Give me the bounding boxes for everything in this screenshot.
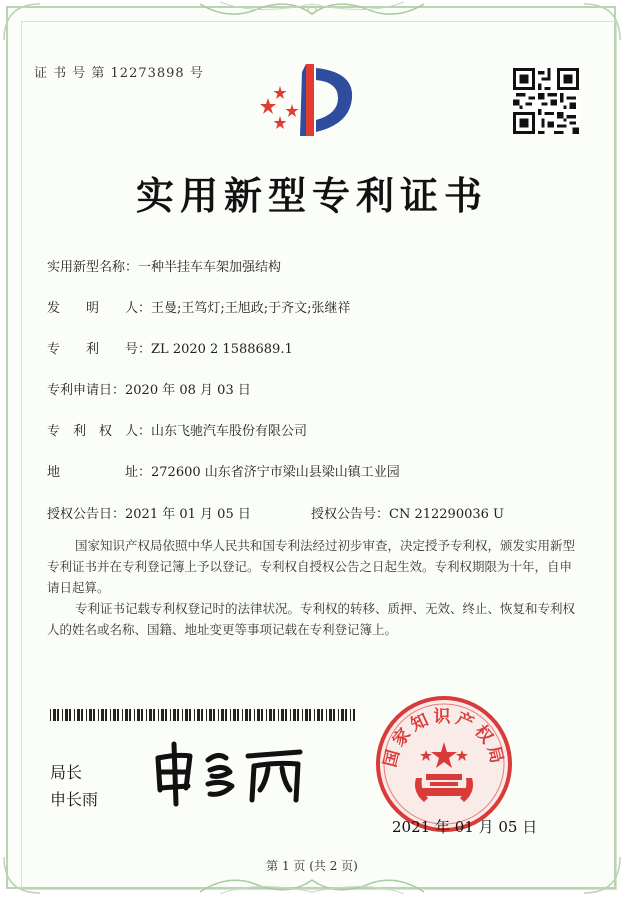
inventor-value: 王曼;王笃灯;王旭政;于齐文;张继祥: [151, 301, 351, 316]
grant-number-row: [311, 503, 504, 522]
inventor-row: [47, 297, 351, 316]
certificate-paragraph-1: 国家知识产权局依照中华人民共和国专利法经过初步审查，决定授予专利权，颁发实用新型专利证书并在专利登记簿上予以登记。专利权自授权公告之日起生效。专利权期限为十年，自申请日起算。: [47, 538, 576, 595]
patent-office-logo-icon: [258, 58, 364, 142]
top-ornament: [200, 0, 424, 26]
filing-date-label: 专利申请日：: [47, 383, 126, 398]
utility-model-name-value: 一种半挂车车架加强结构: [138, 260, 282, 275]
seal-date: 2021 年 01 月 05 日: [392, 818, 538, 836]
address-value: 272600 山东省济宁市梁山县梁山镇工业园: [151, 465, 400, 480]
certificate-paragraph-2: 专利证书记载专利权登记时的法律状况。专利权的转移、质押、无效、终止、恢复和专利权人的姓名或名称、国籍、地址变更等事项记载在专利登记簿上。: [47, 601, 576, 637]
patent-number-row: [47, 338, 293, 357]
utility-model-name-row: [47, 256, 281, 275]
address-row: [47, 461, 400, 480]
certificate-title: 实用新型专利证书: [135, 173, 488, 218]
grant-number-value: CN 212290036 U: [389, 507, 504, 522]
barcode-icon: [50, 709, 355, 721]
corner-ornament-top-left: [0, 0, 60, 60]
patentee-row: [47, 420, 307, 439]
handwritten-signature-icon: [150, 738, 320, 808]
signatory-title: 局长: [50, 763, 83, 782]
corner-ornament-top-right: [564, 0, 624, 60]
grant-date-value: 2021 年 01 月 05 日: [125, 507, 251, 522]
grant-date-row: [47, 503, 251, 522]
filing-date-row: [47, 379, 251, 398]
page-number: 第 1 页 (共 2 页): [266, 859, 358, 873]
signatory-name: 申长雨: [50, 790, 99, 809]
utility-model-name-label: 实用新型名称：: [47, 260, 139, 275]
patent-number-label: 专 利 号：: [47, 342, 152, 357]
patent-number-value: ZL 2020 2 1588689.1: [151, 342, 293, 357]
address-label: 地 址：: [47, 465, 152, 480]
filing-date-value: 2020 年 08 月 03 日: [125, 383, 251, 398]
seal-text: 国家知识产权局: [380, 707, 508, 770]
grant-date-label: 授权公告日：: [47, 507, 126, 522]
patentee-label: 专 利 权 人：: [47, 424, 152, 439]
qr-code-icon: [513, 68, 579, 134]
grant-number-label: 授权公告号：: [311, 507, 390, 522]
patentee-value: 山东飞驰汽车股份有限公司: [151, 424, 308, 439]
certificate-number: 证 书 号 第 12273898 号: [34, 66, 204, 81]
inventor-label: 发 明 人：: [47, 301, 152, 316]
official-seal-icon: [372, 692, 516, 836]
